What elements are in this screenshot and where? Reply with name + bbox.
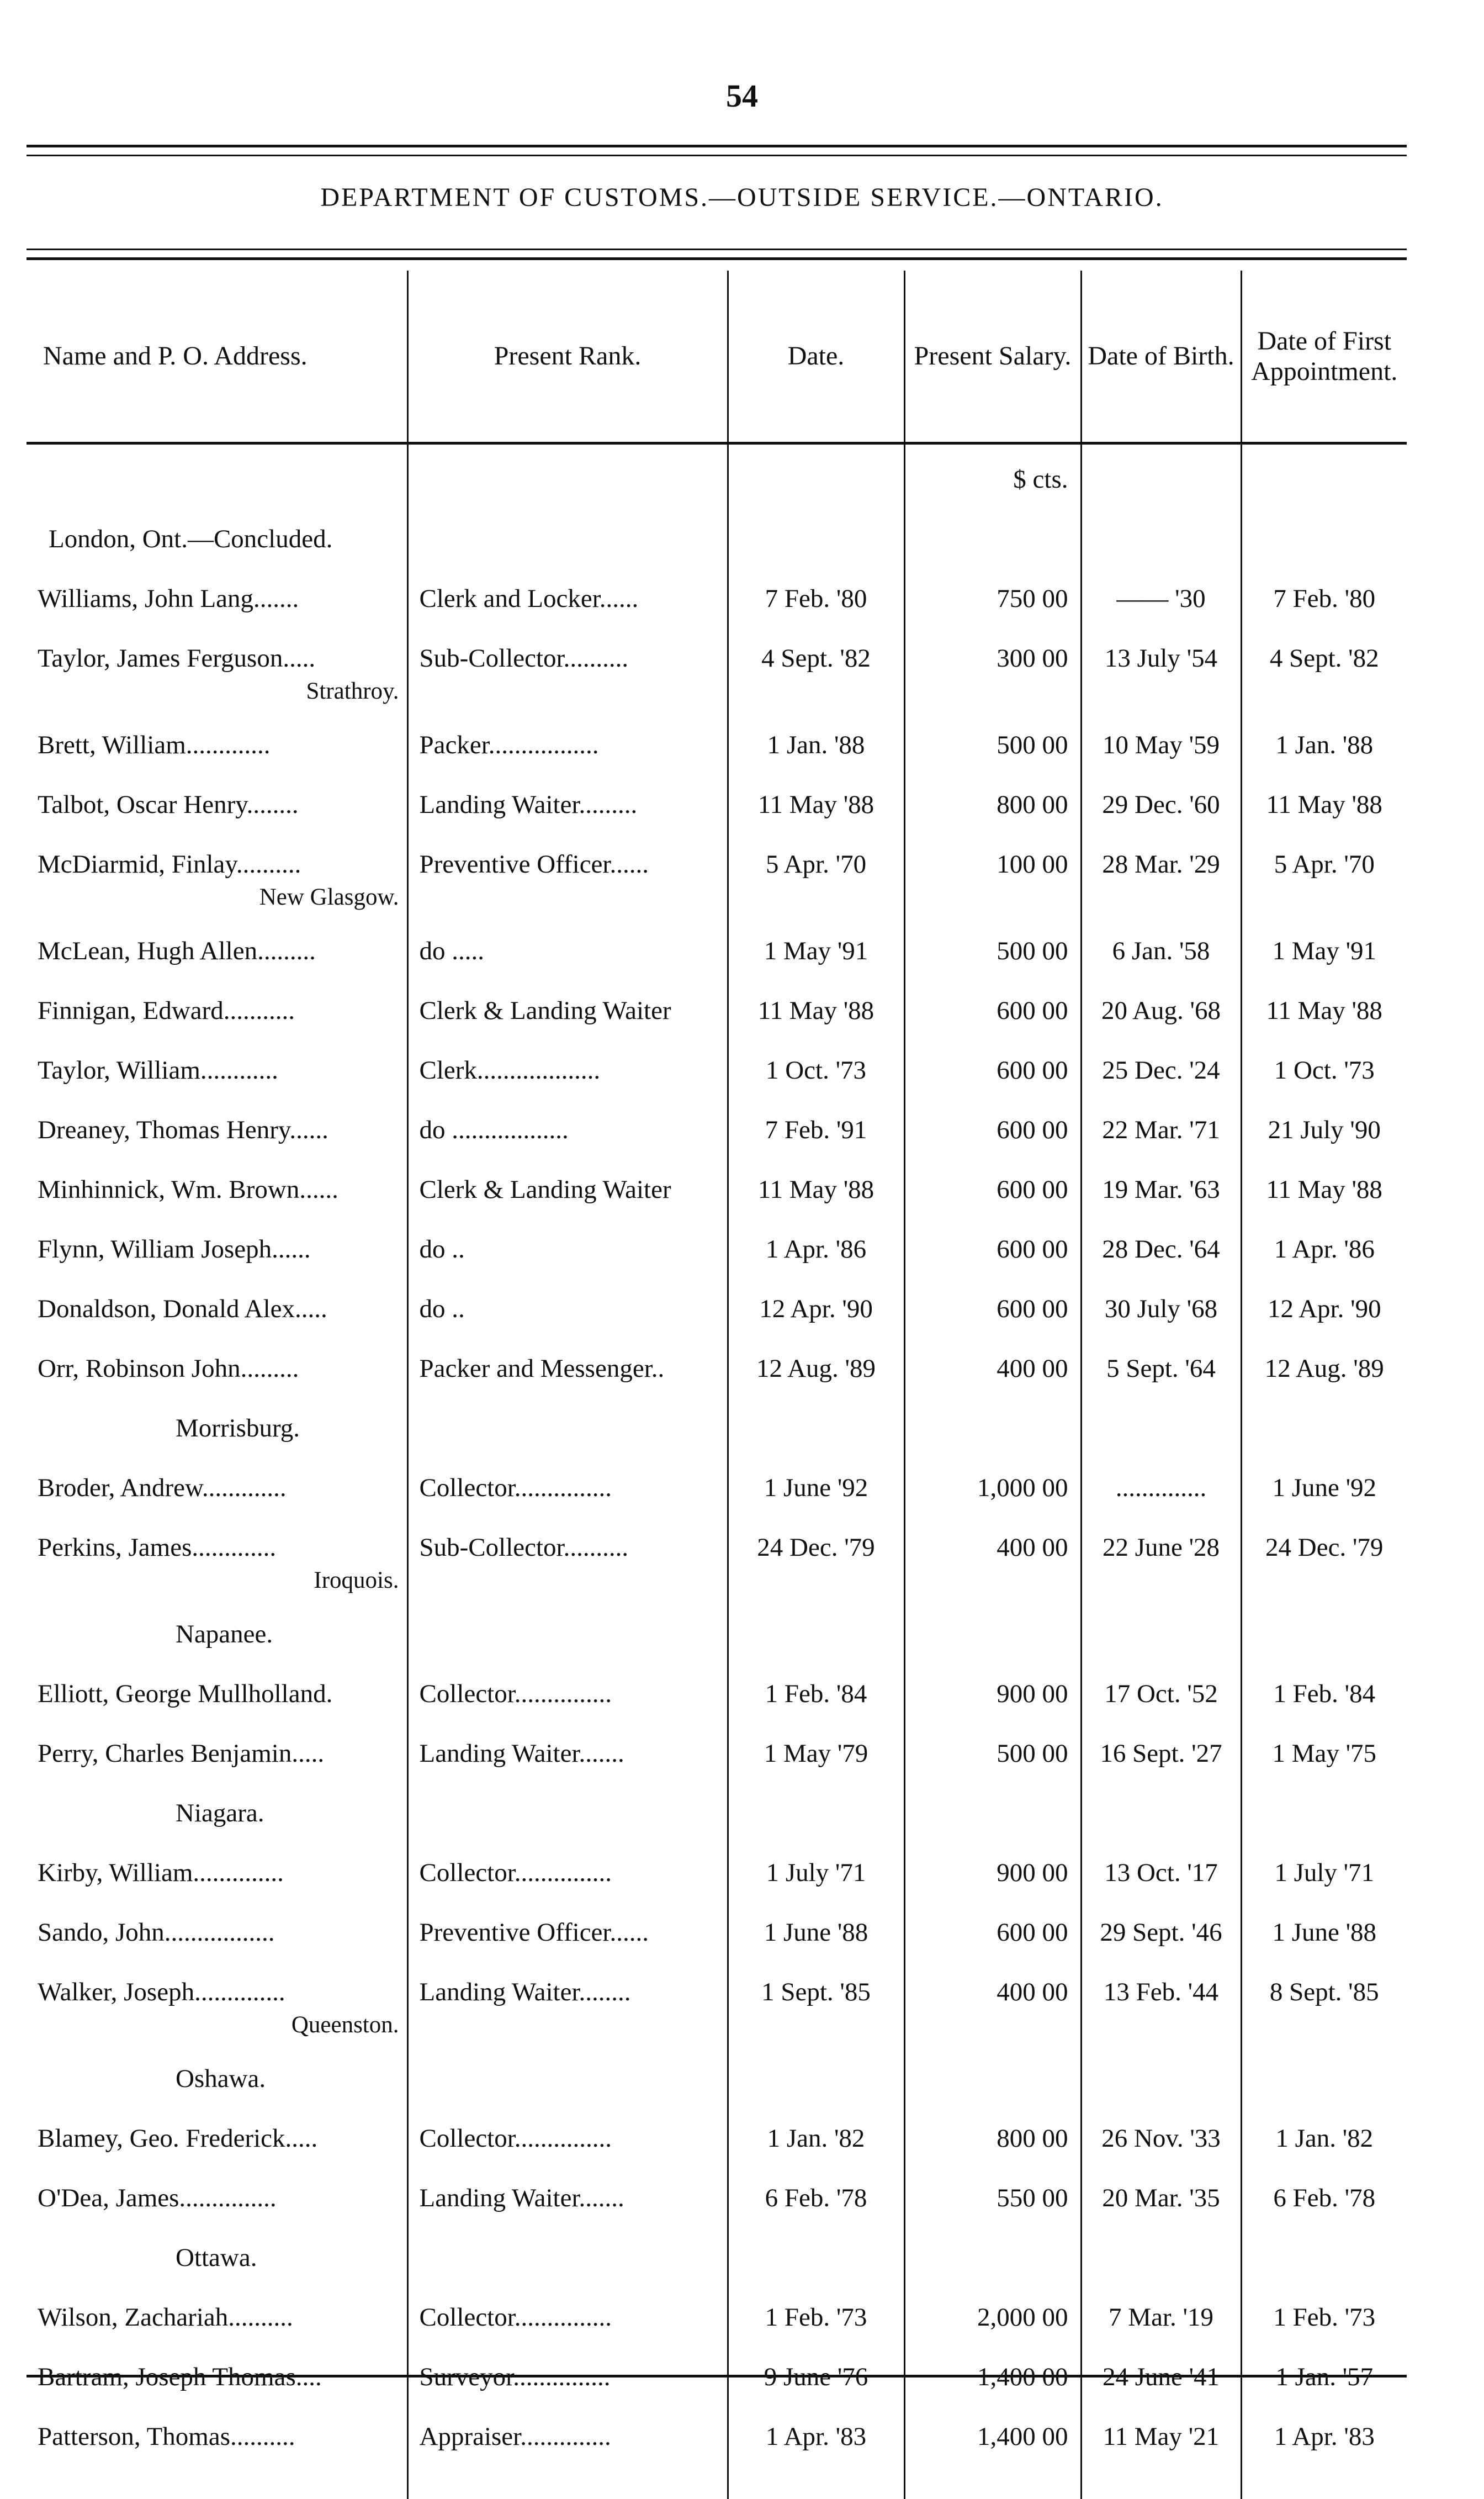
cell-first: 7 Feb. '80 (1241, 558, 1407, 618)
cell-rank: Clerk & Landing Waiter (407, 1149, 728, 1209)
cell-first: 8 Sept. '85 (1241, 1952, 1407, 2011)
cell-rank: do .. (407, 1209, 728, 1269)
table-row (26, 911, 1407, 970)
title-rule (26, 249, 1407, 250)
empty-cell (407, 1594, 728, 1653)
cell-rank: Landing Waiter....... (407, 1713, 728, 1773)
cell-name: Minhinnick, Wm. Brown...... (26, 1149, 407, 1209)
cell-name: Talbot, Oscar Henry........ (26, 764, 407, 824)
cell-first: 1 Feb. '73 (1241, 2277, 1407, 2337)
cell-date: 1 June '92 (728, 1447, 904, 1507)
table-row (26, 1447, 1407, 1507)
cell-date: 24 Dec. '79 (728, 1507, 904, 1567)
empty-cell (728, 1567, 904, 1594)
cell-birth: 5 Sept. '64 (1081, 1328, 1241, 1388)
post-office-address: Queenston. (26, 2011, 407, 2038)
cell-date: 12 Apr. '90 (728, 1269, 904, 1328)
cell-date: 12 Aug. '89 (728, 1328, 904, 1388)
cell-salary: 1,400 00 (904, 2396, 1081, 2456)
cell-date: 7 Feb. '91 (728, 1090, 904, 1149)
empty-cell (904, 2038, 1081, 2098)
cell-rank: Clerk................... (407, 1030, 728, 1090)
cell-salary: 500 00 (904, 911, 1081, 970)
cell-birth: 29 Dec. '60 (1081, 764, 1241, 824)
cell-name: Flynn, William Joseph...... (26, 1209, 407, 1269)
location-row (26, 1388, 1407, 1447)
location-row (26, 1773, 1407, 1832)
cell-first: 11 May '88 (1241, 764, 1407, 824)
cell-date: 11 May '88 (728, 970, 904, 1030)
table-row (26, 1209, 1407, 1269)
table-row (26, 1030, 1407, 1090)
cell-birth: 13 Feb. '44 (1081, 1952, 1241, 2011)
location-row (26, 1594, 1407, 1653)
cell-date: 1 June '88 (728, 1892, 904, 1952)
cell-date: 1 Jan. '82 (728, 2098, 904, 2158)
table-row (26, 2337, 1407, 2396)
cell-rank: Collector............... (407, 1653, 728, 1713)
empty-cell (1081, 884, 1241, 911)
empty-cell (407, 678, 728, 705)
cell-rank: Clerk and Locker...... (407, 558, 728, 618)
table-row (26, 1952, 1407, 2011)
cell-rank: do .. (407, 1269, 728, 1328)
empty-cell (728, 1388, 904, 1447)
cell-first: 1 Jan. '88 (1241, 705, 1407, 764)
cell-birth: 28 Dec. '64 (1081, 1209, 1241, 1269)
cell-first: 1 Oct. '73 (1241, 1030, 1407, 1090)
empty-cell (407, 2217, 728, 2277)
cell-first: 1 May '75 (1241, 1713, 1407, 1773)
location-heading: London, Ont.—Concluded. (26, 499, 407, 558)
empty-cell (407, 2038, 728, 2098)
cell-first: 12 Aug. '89 (1241, 1328, 1407, 1388)
cell-birth: 13 July '54 (1081, 618, 1241, 678)
cell-name: Perkins, James............. (26, 1507, 407, 1567)
empty-cell (1081, 499, 1241, 558)
cell-first: 11 May '88 (1241, 1149, 1407, 1209)
cell-first: 1 Jan. '57 (1241, 2337, 1407, 2396)
empty-cell (1241, 2456, 1407, 2499)
cell-rank: Landing Waiter......... (407, 764, 728, 824)
cell-salary: 400 00 (904, 1507, 1081, 1567)
cell-first: 1 Apr. '83 (1241, 2396, 1407, 2456)
cell-date: 4 Sept. '82 (728, 618, 904, 678)
empty-cell (407, 1773, 728, 1832)
cell-salary: 1,000 00 (904, 1447, 1081, 1507)
address-row (26, 678, 1407, 705)
cell-salary: 500 00 (904, 1713, 1081, 1773)
empty-cell (1081, 1773, 1241, 1832)
cell-salary: 600 00 (904, 970, 1081, 1030)
cell-date: 5 Apr. '70 (728, 824, 904, 884)
cell-first: 5 Apr. '70 (1241, 824, 1407, 884)
empty-cell (407, 2456, 728, 2499)
empty-cell (1241, 2038, 1407, 2098)
header-name: Name and P. O. Address. (26, 271, 407, 443)
cell-birth: 28 Mar. '29 (1081, 824, 1241, 884)
table-row (26, 1507, 1407, 1567)
cell-first: 21 July '90 (1241, 1090, 1407, 1149)
cell-name: McLean, Hugh Allen......... (26, 911, 407, 970)
cell-rank: Preventive Officer...... (407, 1892, 728, 1952)
cell-rank: Landing Waiter........ (407, 1952, 728, 2011)
empty-cell (904, 1594, 1081, 1653)
cell-salary: 1,400 00 (904, 2337, 1081, 2396)
location-row (26, 2038, 1407, 2098)
cell-date: 11 May '88 (728, 1149, 904, 1209)
staff-table (26, 271, 1407, 2499)
empty-cell (728, 2038, 904, 2098)
cell-birth: 19 Mar. '63 (1081, 1149, 1241, 1209)
page-title: DEPARTMENT OF CUSTOMS.—OUTSIDE SERVICE.—ONTARIO. (0, 182, 1484, 213)
empty-cell (1241, 2217, 1407, 2277)
cell-first: 6 Feb. '78 (1241, 2158, 1407, 2217)
empty-cell (26, 2456, 407, 2499)
header-salary: Present Salary. (904, 271, 1081, 443)
table-row (26, 2277, 1407, 2337)
location-row (26, 499, 1407, 558)
empty-cell (1081, 1567, 1241, 1594)
cell-salary: 900 00 (904, 1832, 1081, 1892)
empty-cell (1241, 1594, 1407, 1653)
empty-cell (904, 884, 1081, 911)
empty-cell (904, 1567, 1081, 1594)
cell-birth: 29 Sept. '46 (1081, 1892, 1241, 1952)
empty-cell (728, 2456, 904, 2499)
cell-birth: 10 May '59 (1081, 705, 1241, 764)
cell-birth: 25 Dec. '24 (1081, 1030, 1241, 1090)
cell-birth: 24 June '41 (1081, 2337, 1241, 2396)
cell-rank: Clerk & Landing Waiter (407, 970, 728, 1030)
cell-rank: do ..... (407, 911, 728, 970)
empty-cell (1081, 2038, 1241, 2098)
cell-first: 1 Jan. '82 (1241, 2098, 1407, 2158)
cell-rank: Preventive Officer...... (407, 824, 728, 884)
empty-cell (904, 2456, 1081, 2499)
cell-salary: 500 00 (904, 705, 1081, 764)
cell-salary: 600 00 (904, 1892, 1081, 1952)
empty-cell (1241, 678, 1407, 705)
cell-birth: 11 May '21 (1081, 2396, 1241, 2456)
header-birth: Date of Birth. (1081, 271, 1241, 443)
cell-rank: Collector............... (407, 2098, 728, 2158)
cell-first: 1 June '88 (1241, 1892, 1407, 1952)
cell-birth: 6 Jan. '58 (1081, 911, 1241, 970)
empty-cell (904, 1388, 1081, 1447)
empty-cell (407, 1567, 728, 1594)
cell-salary: 600 00 (904, 1030, 1081, 1090)
cell-salary: 100 00 (904, 824, 1081, 884)
cell-date: 1 May '91 (728, 911, 904, 970)
cell-birth: 22 June '28 (1081, 1507, 1241, 1567)
salary-units: $ cts. (904, 443, 1081, 499)
cell-salary: 400 00 (904, 1952, 1081, 2011)
cell-date: 1 Feb. '73 (728, 2277, 904, 2337)
table-row (26, 1653, 1407, 1713)
cell-first: 1 June '92 (1241, 1447, 1407, 1507)
empty-cell (1241, 1567, 1407, 1594)
title-rule-thick (26, 257, 1407, 260)
page-number: 54 (0, 77, 1484, 114)
cell-rank: Collector............... (407, 1832, 728, 1892)
cell-salary: 550 00 (904, 2158, 1081, 2217)
cell-salary: 2,000 00 (904, 2277, 1081, 2337)
location-heading: Morrisburg. (26, 1388, 407, 1447)
cell-salary: 600 00 (904, 1090, 1081, 1149)
cell-date: 7 Feb. '80 (728, 558, 904, 618)
cell-rank: Collector............... (407, 2277, 728, 2337)
table-row (26, 1269, 1407, 1328)
address-row (26, 884, 1407, 911)
cell-date: 1 Feb. '84 (728, 1653, 904, 1713)
staff-table-container (26, 271, 1407, 2499)
cell-rank: Appraiser.............. (407, 2396, 728, 2456)
cell-birth: 22 Mar. '71 (1081, 1090, 1241, 1149)
empty-cell (904, 2011, 1081, 2038)
cell-name: Taylor, James Ferguson..... (26, 618, 407, 678)
table-row (26, 705, 1407, 764)
location-row (26, 2217, 1407, 2277)
location-heading: Niagara. (26, 1773, 407, 1832)
cell-date: 11 May '88 (728, 764, 904, 824)
empty-cell (728, 1773, 904, 1832)
empty-cell (1241, 1773, 1407, 1832)
empty-cell (1241, 499, 1407, 558)
empty-cell (1081, 1594, 1241, 1653)
cell-date: 1 Sept. '85 (728, 1952, 904, 2011)
cell-name: McDiarmid, Finlay.......... (26, 824, 407, 884)
table-row (26, 1090, 1407, 1149)
cell-salary: 400 00 (904, 1328, 1081, 1388)
cell-rank: Surveyor............... (407, 2337, 728, 2396)
bottom-rule (26, 2375, 1407, 2378)
cell-name: Wilson, Zachariah.......... (26, 2277, 407, 2337)
empty-cell (904, 678, 1081, 705)
table-row (26, 2098, 1407, 2158)
location-heading: Oshawa. (26, 2038, 407, 2098)
table-row (26, 618, 1407, 678)
units-row (26, 443, 1407, 499)
cell-first: 1 May '91 (1241, 911, 1407, 970)
cell-date: 1 Apr. '86 (728, 1209, 904, 1269)
table-end-spacer (26, 2456, 1407, 2499)
cell-name: O'Dea, James............... (26, 2158, 407, 2217)
empty-cell (728, 2011, 904, 2038)
cell-birth: 26 Nov. '33 (1081, 2098, 1241, 2158)
cell-birth: 16 Sept. '27 (1081, 1713, 1241, 1773)
header-first-appointment: Date of First Appointment. (1241, 271, 1407, 443)
top-rule-thin (26, 155, 1407, 156)
cell-birth: —— '30 (1081, 558, 1241, 618)
cell-birth: 7 Mar. '19 (1081, 2277, 1241, 2337)
cell-salary: 600 00 (904, 1209, 1081, 1269)
cell-first: 4 Sept. '82 (1241, 618, 1407, 678)
cell-name: Blamey, Geo. Frederick..... (26, 2098, 407, 2158)
cell-date: 9 June '76 (728, 2337, 904, 2396)
cell-rank: Landing Waiter....... (407, 2158, 728, 2217)
cell-rank: Packer and Messenger.. (407, 1328, 728, 1388)
cell-date: 6 Feb. '78 (728, 2158, 904, 2217)
post-office-address: Strathroy. (26, 678, 407, 705)
cell-date: 1 Jan. '88 (728, 705, 904, 764)
empty-cell (904, 2217, 1081, 2277)
cell-rank: Collector............... (407, 1447, 728, 1507)
cell-name: Donaldson, Donald Alex..... (26, 1269, 407, 1328)
table-row (26, 2158, 1407, 2217)
empty-cell (407, 884, 728, 911)
empty-cell (1241, 1388, 1407, 1447)
post-office-address: New Glasgow. (26, 884, 407, 911)
cell-date: 1 Oct. '73 (728, 1030, 904, 1090)
post-office-address: Iroquois. (26, 1567, 407, 1594)
cell-birth: 13 Oct. '17 (1081, 1832, 1241, 1892)
cell-birth: 20 Aug. '68 (1081, 970, 1241, 1030)
table-row (26, 558, 1407, 618)
table-row (26, 1713, 1407, 1773)
cell-name: Brett, William............. (26, 705, 407, 764)
cell-first: 1 Apr. '86 (1241, 1209, 1407, 1269)
header-rank: Present Rank. (407, 271, 728, 443)
empty-cell (728, 499, 904, 558)
cell-first: 1 Feb. '84 (1241, 1653, 1407, 1713)
cell-first: 12 Apr. '90 (1241, 1269, 1407, 1328)
cell-salary: 300 00 (904, 618, 1081, 678)
address-row (26, 1567, 1407, 1594)
cell-salary: 900 00 (904, 1653, 1081, 1713)
location-heading: Napanee. (26, 1594, 407, 1653)
header-row (26, 271, 1407, 443)
empty-cell (904, 1773, 1081, 1832)
cell-name: Elliott, George Mullholland. (26, 1653, 407, 1713)
address-row (26, 2011, 1407, 2038)
cell-salary: 800 00 (904, 764, 1081, 824)
empty-cell (407, 1388, 728, 1447)
cell-salary: 600 00 (904, 1269, 1081, 1328)
table-row (26, 1328, 1407, 1388)
empty-cell (728, 1594, 904, 1653)
empty-cell (728, 884, 904, 911)
empty-cell (728, 2217, 904, 2277)
cell-salary: 750 00 (904, 558, 1081, 618)
cell-name: Patterson, Thomas.......... (26, 2396, 407, 2456)
table-row (26, 824, 1407, 884)
empty-cell (1241, 884, 1407, 911)
cell-rank: Sub-Collector.......... (407, 1507, 728, 1567)
table-row (26, 1149, 1407, 1209)
empty-cell (728, 678, 904, 705)
header-date: Date. (728, 271, 904, 443)
cell-rank: Sub-Collector.......... (407, 618, 728, 678)
empty-cell (1081, 2011, 1241, 2038)
empty-cell (904, 499, 1081, 558)
cell-salary: 600 00 (904, 1149, 1081, 1209)
cell-birth: 17 Oct. '52 (1081, 1653, 1241, 1713)
cell-date: 1 Apr. '83 (728, 2396, 904, 2456)
cell-first: 11 May '88 (1241, 970, 1407, 1030)
table-row (26, 1832, 1407, 1892)
cell-name: Sando, John................. (26, 1892, 407, 1952)
cell-name: Perry, Charles Benjamin..... (26, 1713, 407, 1773)
empty-cell (1241, 2011, 1407, 2038)
cell-rank: Packer................. (407, 705, 728, 764)
empty-cell (407, 499, 728, 558)
cell-name: Finnigan, Edward........... (26, 970, 407, 1030)
table-row (26, 2396, 1407, 2456)
table-row (26, 970, 1407, 1030)
cell-birth: .............. (1081, 1447, 1241, 1507)
empty-cell (1081, 2456, 1241, 2499)
cell-name: Broder, Andrew............. (26, 1447, 407, 1507)
empty-cell (1081, 1388, 1241, 1447)
empty-cell (1081, 2217, 1241, 2277)
top-rule (26, 145, 1407, 147)
cell-date: 1 July '71 (728, 1832, 904, 1892)
cell-first: 1 July '71 (1241, 1832, 1407, 1892)
empty-cell (407, 2011, 728, 2038)
cell-name: Taylor, William............ (26, 1030, 407, 1090)
empty-cell (1081, 678, 1241, 705)
cell-first: 24 Dec. '79 (1241, 1507, 1407, 1567)
table-row (26, 1892, 1407, 1952)
cell-name: Williams, John Lang....... (26, 558, 407, 618)
cell-salary: 800 00 (904, 2098, 1081, 2158)
cell-name: Bartram, Joseph Thomas.... (26, 2337, 407, 2396)
table-row (26, 764, 1407, 824)
cell-name: Orr, Robinson John......... (26, 1328, 407, 1388)
location-heading: Ottawa. (26, 2217, 407, 2277)
cell-date: 1 May '79 (728, 1713, 904, 1773)
cell-name: Walker, Joseph.............. (26, 1952, 407, 2011)
cell-rank: do .................. (407, 1090, 728, 1149)
cell-birth: 20 Mar. '35 (1081, 2158, 1241, 2217)
cell-name: Dreaney, Thomas Henry...... (26, 1090, 407, 1149)
cell-birth: 30 July '68 (1081, 1269, 1241, 1328)
cell-name: Kirby, William.............. (26, 1832, 407, 1892)
table-body (26, 443, 1407, 2499)
